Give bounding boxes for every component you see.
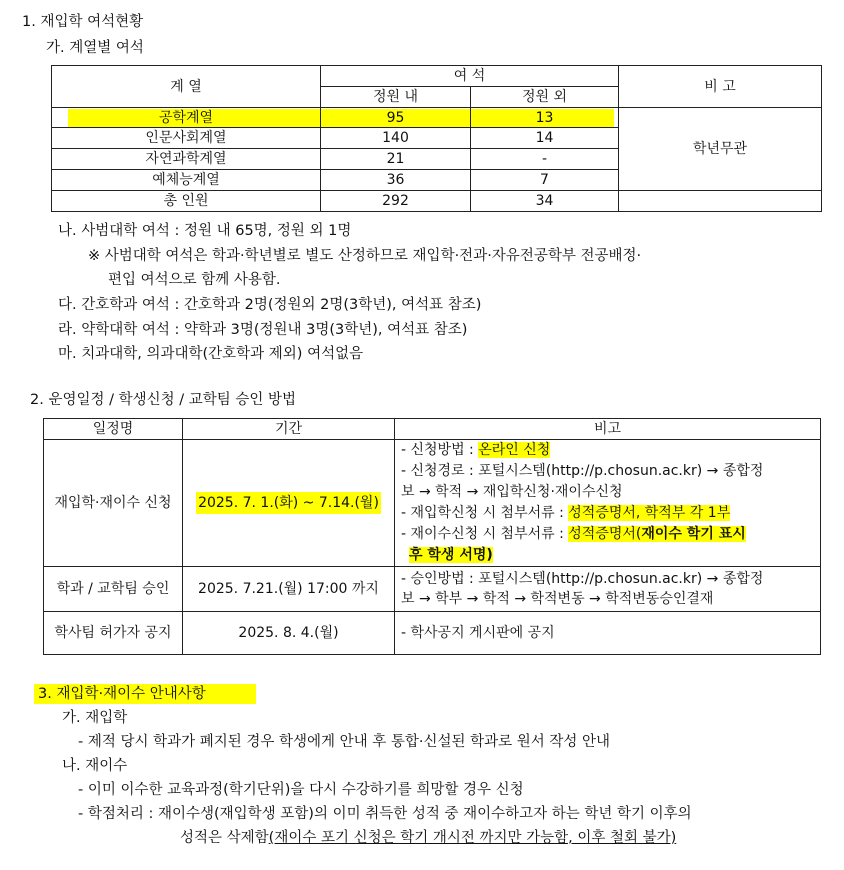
header-out-quota: 정원 외 (471, 87, 619, 108)
schedule-remarks (395, 567, 821, 612)
b3-pre: 성적은 삭제함 (180, 830, 269, 846)
b3-underline: (재이수 포기 신청은 학기 개시전 까지만 가능함, 이후 철회 불가) (268, 830, 677, 846)
row-in: 140 (321, 128, 471, 149)
section1-b-note2: 편입 여석으로 함께 사용함. (108, 272, 281, 288)
doc1-value: 성적증명서, 학적부 각 1부 (568, 505, 731, 521)
header-seats: 여 석 (321, 66, 619, 87)
section1-c: 다. 간호학과 여석 : 간호학과 2명(정원외 2명(3학년), 여석표 참조) (58, 297, 482, 313)
section1-b: 나. 사범대학 여석 : 정원 내 65명, 정원 외 1명 (58, 223, 352, 239)
section3-b3 (180, 828, 676, 848)
method-label: - 신청방법 : (401, 442, 479, 458)
row-name: 인문사회계열 (52, 128, 321, 149)
schedule-period (183, 440, 395, 567)
section1-d: 라. 약학대학 여석 : 약학과 3명(정원내 3명(3학년), 여석표 참조) (58, 322, 468, 338)
total-note (619, 191, 822, 212)
header-note: 비 고 (619, 66, 822, 108)
schedule-table (43, 418, 821, 655)
header-schedule-name: 일정명 (44, 419, 183, 440)
approval-line1: - 승인방법 : 포털시스템(http://p.chosun.ac.kr) → 종합정 (401, 571, 764, 587)
row-in: 21 (321, 149, 471, 170)
row-name: 예체능계열 (52, 170, 321, 191)
section1-sub-a: 가. 계열별 여석 (46, 40, 144, 56)
row-name: 자연과학계열 (52, 149, 321, 170)
schedule-name: 재입학·재이수 신청 (44, 440, 183, 567)
row-out: - (471, 149, 619, 170)
doc1-label: - 재입학신청 시 첨부서류 : (401, 505, 569, 521)
row-in: 36 (321, 170, 471, 191)
method-value: 온라인 신청 (478, 442, 551, 458)
period-highlight: 2025. 7. 1.(화) ~ 7.14.(월) (196, 492, 381, 514)
total-in: 292 (321, 191, 471, 212)
header-in-quota: 정원 내 (321, 87, 471, 108)
row-in: 95 (321, 108, 471, 128)
schedule-remarks: - 학사공지 게시판에 공지 (395, 612, 821, 655)
seats-table (51, 65, 822, 212)
section1-title: 1. 재입학 여석현황 (22, 14, 144, 30)
header-field: 계 열 (52, 66, 321, 108)
section1-e: 마. 치과대학, 의과대학(간호학과 제외) 여석없음 (58, 346, 364, 362)
section3-a: 가. 재입학 (62, 710, 128, 726)
note-cell: 학년무관 (619, 108, 822, 191)
row-out: 7 (471, 170, 619, 191)
doc2-value: 성적증명서( (568, 526, 642, 542)
section3-b2: - 학점처리 : 재이수생(재입학생 포함)의 이미 취득한 성적 중 재이수하고자 하는 학년 학기 이후의 (78, 806, 692, 822)
section3-b: 나. 재이수 (62, 758, 128, 774)
route-line1: - 신청경로 : 포털시스템(http://p.chosun.ac.kr) → 종합정 (401, 463, 764, 479)
schedule-remarks (395, 440, 821, 567)
schedule-name: 학과 / 교학팀 승인 (44, 567, 183, 612)
section3-b1: - 이미 이수한 교육과정(학기단위)을 다시 수강하기를 희망할 경우 신청 (78, 782, 524, 798)
header-period: 기간 (183, 419, 395, 440)
total-out: 34 (471, 191, 619, 212)
header-remarks: 비고 (395, 419, 821, 440)
row-out: 14 (471, 128, 619, 149)
schedule-period: 2025. 8. 4.(월) (183, 612, 395, 655)
section1-b-note1: ※ 사범대학 여석은 학과·학년별로 별도 산정하므로 재입학·전과·자유전공학부 전공배정· (88, 248, 642, 264)
section3-title: 3. 재입학·재이수 안내사항 (38, 686, 206, 702)
doc2-label: - 재이수신청 시 첨부서류 : (401, 526, 569, 542)
row-name: 공학계열 (52, 108, 321, 128)
approval-line2: 보 → 학부 → 학적 → 학적변동 → 학적변동승인결재 (401, 591, 714, 607)
doc2-bold: 재이수 학기 표시 (641, 526, 746, 542)
total-name: 총 인원 (52, 191, 321, 212)
schedule-name: 학사팀 허가자 공지 (44, 612, 183, 655)
row-out: 13 (471, 108, 619, 128)
section2-title: 2. 운영일정 / 학생신청 / 교학팀 승인 방법 (30, 392, 296, 408)
schedule-period: 2025. 7.21.(월) 17:00 까지 (183, 567, 395, 612)
section3-a1: - 제적 당시 학과가 폐지된 경우 학생에게 안내 후 통합·신설된 학과로 원서 작성 안내 (78, 734, 610, 750)
doc2-cont: 후 학생 서명) (409, 547, 493, 563)
route-line2: 보 → 학적 → 재입학신청·재이수신청 (401, 484, 623, 500)
